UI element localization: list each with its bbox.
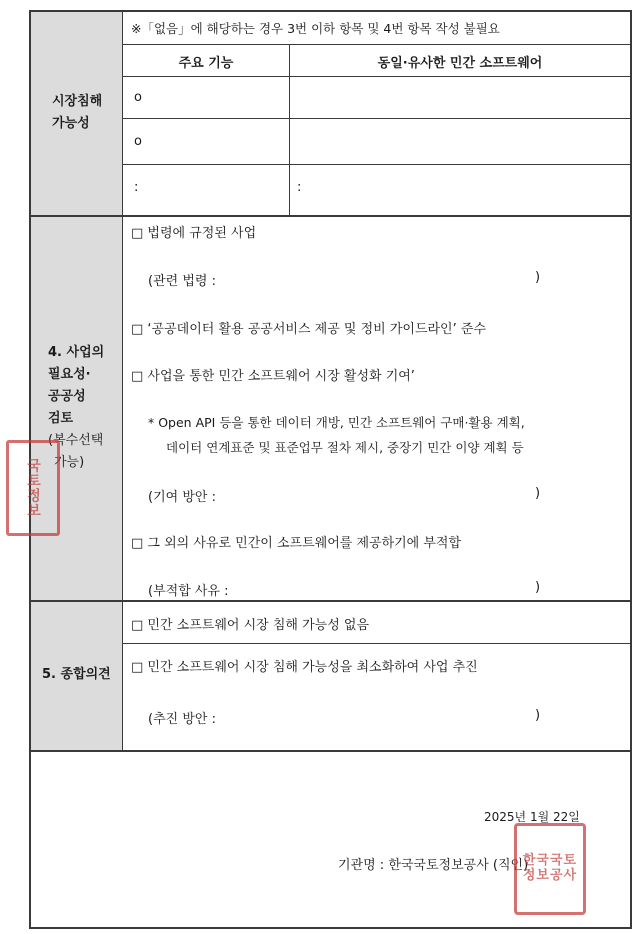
left-seal-text: 국토정보 xyxy=(25,458,42,518)
market-example-line2: 데이터 연계표준 및 표준업무 절차 제시, 중장기 민간 이양 계획 등 xyxy=(166,440,524,455)
official-seal-stamp xyxy=(514,823,586,915)
section4-label-line1: 4. 사업의 xyxy=(48,344,105,360)
law-detail-close: ) xyxy=(535,270,541,285)
sec5-inner-line xyxy=(122,643,631,644)
section4-label-line2: 필요성· xyxy=(48,366,91,382)
section3-bottom xyxy=(29,215,632,217)
section5-label-cell xyxy=(30,600,123,750)
sec3-line-row1 xyxy=(122,118,631,119)
law-detail-open: (관련 법령 : xyxy=(148,274,216,289)
sec3-line-header xyxy=(122,76,631,77)
section4-label-cell xyxy=(30,215,123,600)
option-other[interactable]: □ 그 외의 사유로 민간이 소프트웨어를 제공하기에 부적합 xyxy=(131,536,462,551)
section3-label-line2: 가능성 xyxy=(52,115,90,131)
plan-detail-close: ) xyxy=(535,708,541,723)
option-guideline[interactable]: □ ‘공공데이터 활용 공공서비스 제공 및 정비 가이드라인’ 준수 xyxy=(131,322,486,337)
section4-label-note1: (복수선택 xyxy=(48,432,104,448)
section4-label-note2: 가능) xyxy=(54,454,85,470)
plan-detail-open: (추진 방안 : xyxy=(148,712,216,727)
option-no-infringement[interactable]: □ 민간 소프트웨어 시장 침해 가능성 없음 xyxy=(131,618,370,633)
other-detail-open: (부적합 사유 : xyxy=(148,584,229,599)
market-detail-close: ) xyxy=(535,486,541,501)
section4-label-line3: 공공성 xyxy=(48,388,86,404)
section4-bottom xyxy=(29,600,632,602)
col2-header: 동일·유사한 민간 소프트웨어 xyxy=(377,56,543,71)
sec3-line-note xyxy=(122,44,631,45)
section5-label: 5. 종합의견 xyxy=(42,667,111,682)
left-seal-stamp xyxy=(6,440,60,536)
table-row-func: o xyxy=(134,134,142,149)
section5-bottom xyxy=(29,750,632,752)
table-border-right xyxy=(630,10,632,929)
signature-date: 2025년 1월 22일 xyxy=(484,810,580,824)
organization-name: 기관명 : 한국국토정보공사 (직인) xyxy=(338,858,529,873)
option-law[interactable]: □ 법령에 규정된 사업 xyxy=(131,226,257,241)
market-detail-open: (기여 방안 : xyxy=(148,490,216,505)
option-market[interactable]: □ 사업을 통한 민간 소프트웨어 시장 활성화 기여’ xyxy=(131,369,415,384)
label-divider xyxy=(122,10,123,750)
section3-label-line1: 시장침해 xyxy=(52,93,103,109)
col1-header: 주요 기능 xyxy=(178,56,234,71)
other-detail-close: ) xyxy=(535,580,541,595)
table-row-func: o xyxy=(134,90,142,105)
section3-label-cell xyxy=(30,10,123,215)
sec3-line-row2 xyxy=(122,164,631,165)
table-border-bottom xyxy=(29,927,632,929)
section4-label-line4: 검토 xyxy=(48,410,74,426)
option-minimize-infringement[interactable]: □ 민간 소프트웨어 시장 침해 가능성을 최소화하여 사업 추진 xyxy=(131,660,478,675)
table-row-func: : xyxy=(134,180,139,195)
table-border-top xyxy=(29,10,632,12)
official-seal-text: 한국국토정보공사 xyxy=(522,853,578,883)
section3-note: ※「없음」에 해당하는 경우 3번 이하 항목 및 4번 항목 작성 불필요 xyxy=(131,21,500,36)
table-row-software: : xyxy=(297,180,302,195)
market-example-line1: * Open API 등을 통한 데이터 개방, 민간 소프트웨어 구매·활용 계획, xyxy=(148,415,525,430)
